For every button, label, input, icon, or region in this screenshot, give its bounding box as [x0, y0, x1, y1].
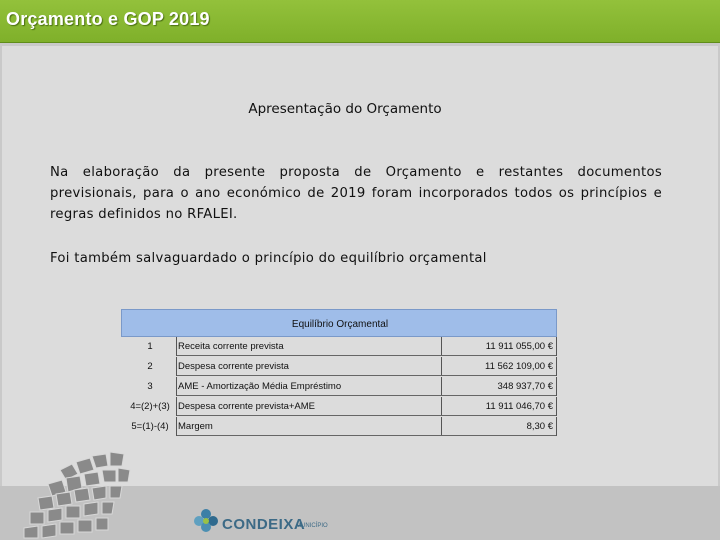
- table-row: [121, 417, 557, 436]
- row-divider: [177, 355, 557, 356]
- row-number: 5=(1)-(4): [131, 421, 169, 432]
- row-value: 348 937,70 €: [497, 381, 553, 392]
- column-divider: [176, 417, 177, 436]
- row-value: 11 911 055,00 €: [485, 341, 553, 352]
- row-divider: [177, 375, 557, 376]
- column-divider: [176, 337, 177, 356]
- column-divider: [441, 377, 442, 396]
- column-divider: [176, 397, 177, 416]
- column-divider: [441, 357, 442, 376]
- logo-subtitle: MUNICÍPIO: [296, 523, 328, 529]
- row-number: 2: [147, 361, 153, 372]
- table-row: [121, 357, 557, 376]
- right-border: [556, 377, 557, 396]
- row-description: Receita corrente prevista: [178, 341, 284, 352]
- right-border: [556, 337, 557, 356]
- column-divider: [441, 397, 442, 416]
- row-description: Margem: [178, 421, 213, 432]
- table-row: [121, 397, 557, 416]
- budget-balance-table: [121, 309, 557, 437]
- municipal-logo-icon: [192, 506, 220, 536]
- row-number: 4=(2)+(3): [130, 401, 170, 412]
- column-divider: [176, 377, 177, 396]
- row-description: Despesa corrente prevista+AME: [178, 401, 316, 412]
- row-divider: [177, 435, 557, 436]
- row-value: 11 562 109,00 €: [485, 361, 553, 372]
- row-value: 11 911 046,70 €: [485, 401, 553, 412]
- logo-name: CONDEIXA: [222, 516, 306, 533]
- row-number: 3: [147, 381, 153, 392]
- paragraph-1: Na elaboração da presente proposta de Orçamento e restantes documentos previsionais, para o ano económico de 2019 foram incorporados todos os princípios e regras definidos no RFALEI.: [50, 165, 662, 222]
- page-title: Orçamento e GOP 2019: [6, 9, 210, 29]
- right-border: [556, 417, 557, 436]
- table-title: Equilíbrio Orçamental: [291, 319, 389, 330]
- right-border: [556, 357, 557, 376]
- row-description: AME - Amortização Média Empréstimo: [178, 381, 342, 392]
- row-number: 1: [147, 341, 153, 352]
- header-bar: [0, 0, 720, 43]
- row-value: 8,30 €: [526, 421, 553, 432]
- column-divider: [441, 337, 442, 356]
- column-divider: [441, 417, 442, 436]
- row-divider: [177, 395, 557, 396]
- mosaic-decoration-icon: [20, 440, 180, 540]
- section-subtitle: Apresentação do Orçamento: [248, 101, 442, 117]
- column-divider: [176, 357, 177, 376]
- table-header: [121, 309, 557, 337]
- right-border: [556, 397, 557, 416]
- row-description: Despesa corrente prevista: [178, 361, 289, 372]
- table-row: [121, 337, 557, 356]
- paragraph-2: Foi também salvaguardado o princípio do equilíbrio orçamental: [50, 251, 487, 266]
- table-row: [121, 377, 557, 396]
- row-divider: [177, 415, 557, 416]
